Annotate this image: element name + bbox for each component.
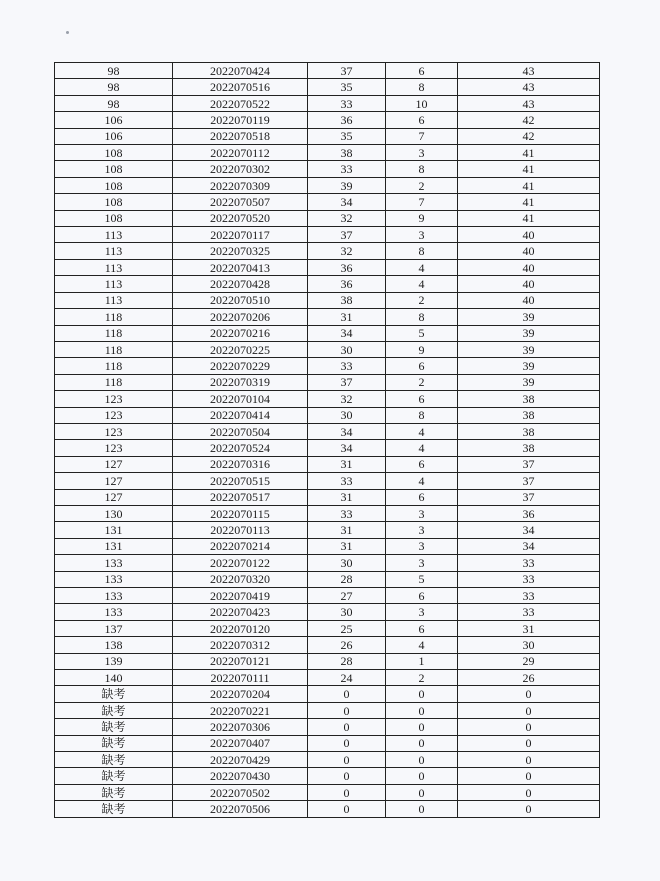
table-row: [55, 473, 600, 489]
exam-id-cell: 2022070306: [173, 719, 308, 735]
rank-cell: 133: [55, 588, 173, 604]
total-score-cell: 37: [458, 489, 600, 505]
rank-cell: 118: [55, 374, 173, 390]
exam-id-cell: 2022070413: [173, 259, 308, 275]
part-b-score-cell: 6: [386, 588, 458, 604]
rank-cell: 139: [55, 653, 173, 669]
total-score-cell: 36: [458, 505, 600, 521]
total-score-cell: 39: [458, 341, 600, 357]
exam-id-cell: 2022070520: [173, 210, 308, 226]
table-row: [55, 456, 600, 472]
part-a-score-cell: 33: [308, 505, 386, 521]
rank-cell: 108: [55, 210, 173, 226]
total-score-cell: 41: [458, 210, 600, 226]
rank-cell: 113: [55, 259, 173, 275]
part-b-score-cell: 0: [386, 735, 458, 751]
part-b-score-cell: 3: [386, 145, 458, 161]
part-a-score-cell: 36: [308, 112, 386, 128]
rank-cell: 缺考: [55, 768, 173, 784]
rank-cell: 133: [55, 604, 173, 620]
total-score-cell: 33: [458, 588, 600, 604]
table-row: [55, 407, 600, 423]
total-score-cell: 34: [458, 538, 600, 554]
part-a-score-cell: 28: [308, 653, 386, 669]
total-score-cell: 41: [458, 194, 600, 210]
part-b-score-cell: 3: [386, 604, 458, 620]
rank-cell: 118: [55, 341, 173, 357]
total-score-cell: 39: [458, 309, 600, 325]
rank-cell: 108: [55, 177, 173, 193]
part-a-score-cell: 25: [308, 620, 386, 636]
total-score-cell: 26: [458, 670, 600, 686]
part-a-score-cell: 30: [308, 407, 386, 423]
exam-id-cell: 2022070430: [173, 768, 308, 784]
part-a-score-cell: 31: [308, 489, 386, 505]
total-score-cell: 39: [458, 374, 600, 390]
exam-id-cell: 2022070504: [173, 423, 308, 439]
part-b-score-cell: 3: [386, 555, 458, 571]
part-a-score-cell: 0: [308, 784, 386, 800]
table-row: [55, 588, 600, 604]
rank-cell: 137: [55, 620, 173, 636]
score-table: [54, 62, 600, 818]
part-b-score-cell: 3: [386, 522, 458, 538]
table-row: [55, 177, 600, 193]
part-b-score-cell: 1: [386, 653, 458, 669]
part-b-score-cell: 0: [386, 801, 458, 817]
part-a-score-cell: 35: [308, 128, 386, 144]
rank-cell: 133: [55, 571, 173, 587]
part-b-score-cell: 6: [386, 620, 458, 636]
total-score-cell: 38: [458, 407, 600, 423]
part-b-score-cell: 4: [386, 637, 458, 653]
part-b-score-cell: 0: [386, 752, 458, 768]
rank-cell: 106: [55, 128, 173, 144]
table-row: [55, 276, 600, 292]
exam-id-cell: 2022070516: [173, 79, 308, 95]
rank-cell: 131: [55, 522, 173, 538]
total-score-cell: 42: [458, 112, 600, 128]
exam-id-cell: 2022070524: [173, 440, 308, 456]
part-a-score-cell: 32: [308, 391, 386, 407]
total-score-cell: 43: [458, 95, 600, 111]
part-a-score-cell: 27: [308, 588, 386, 604]
part-b-score-cell: 5: [386, 325, 458, 341]
rank-cell: 118: [55, 309, 173, 325]
exam-id-cell: 2022070414: [173, 407, 308, 423]
part-b-score-cell: 10: [386, 95, 458, 111]
table-row: [55, 325, 600, 341]
part-a-score-cell: 33: [308, 161, 386, 177]
rank-cell: 缺考: [55, 801, 173, 817]
total-score-cell: 0: [458, 719, 600, 735]
table-row: [55, 358, 600, 374]
total-score-cell: 41: [458, 161, 600, 177]
rank-cell: 113: [55, 276, 173, 292]
rank-cell: 118: [55, 358, 173, 374]
part-a-score-cell: 33: [308, 95, 386, 111]
total-score-cell: 40: [458, 292, 600, 308]
total-score-cell: 33: [458, 555, 600, 571]
part-a-score-cell: 0: [308, 686, 386, 702]
table-row: [55, 702, 600, 718]
exam-id-cell: 2022070518: [173, 128, 308, 144]
part-b-score-cell: 8: [386, 243, 458, 259]
exam-id-cell: 2022070214: [173, 538, 308, 554]
table-row: [55, 210, 600, 226]
table-row: [55, 604, 600, 620]
part-a-score-cell: 24: [308, 670, 386, 686]
part-b-score-cell: 4: [386, 440, 458, 456]
total-score-cell: 38: [458, 440, 600, 456]
rank-cell: 98: [55, 95, 173, 111]
part-a-score-cell: 37: [308, 374, 386, 390]
rank-cell: 缺考: [55, 686, 173, 702]
part-a-score-cell: 36: [308, 276, 386, 292]
part-b-score-cell: 6: [386, 391, 458, 407]
table-row: [55, 423, 600, 439]
rank-cell: 123: [55, 423, 173, 439]
part-b-score-cell: 8: [386, 309, 458, 325]
exam-id-cell: 2022070510: [173, 292, 308, 308]
total-score-cell: 0: [458, 702, 600, 718]
part-a-score-cell: 34: [308, 440, 386, 456]
table-row: [55, 341, 600, 357]
rank-cell: 98: [55, 79, 173, 95]
score-table-body: [55, 63, 600, 818]
table-row: [55, 161, 600, 177]
exam-id-cell: 2022070216: [173, 325, 308, 341]
part-a-score-cell: 28: [308, 571, 386, 587]
table-row: [55, 440, 600, 456]
part-a-score-cell: 31: [308, 522, 386, 538]
exam-id-cell: 2022070206: [173, 309, 308, 325]
table-row: [55, 768, 600, 784]
part-b-score-cell: 0: [386, 702, 458, 718]
part-a-score-cell: 38: [308, 145, 386, 161]
exam-id-cell: 2022070407: [173, 735, 308, 751]
part-a-score-cell: 0: [308, 702, 386, 718]
table-row: [55, 620, 600, 636]
table-row: [55, 79, 600, 95]
part-b-score-cell: 9: [386, 210, 458, 226]
rank-cell: 108: [55, 145, 173, 161]
exam-id-cell: 2022070117: [173, 227, 308, 243]
exam-id-cell: 2022070119: [173, 112, 308, 128]
exam-id-cell: 2022070424: [173, 63, 308, 79]
rank-cell: 108: [55, 161, 173, 177]
part-b-score-cell: 6: [386, 358, 458, 374]
exam-id-cell: 2022070316: [173, 456, 308, 472]
part-b-score-cell: 6: [386, 63, 458, 79]
rank-cell: 140: [55, 670, 173, 686]
total-score-cell: 40: [458, 276, 600, 292]
total-score-cell: 43: [458, 79, 600, 95]
rank-cell: 118: [55, 325, 173, 341]
total-score-cell: 38: [458, 423, 600, 439]
exam-id-cell: 2022070419: [173, 588, 308, 604]
table-row: [55, 145, 600, 161]
exam-id-cell: 2022070507: [173, 194, 308, 210]
part-a-score-cell: 34: [308, 423, 386, 439]
rank-cell: 缺考: [55, 752, 173, 768]
part-b-score-cell: 4: [386, 473, 458, 489]
part-a-score-cell: 36: [308, 259, 386, 275]
part-a-score-cell: 31: [308, 538, 386, 554]
total-score-cell: 40: [458, 259, 600, 275]
part-b-score-cell: 0: [386, 768, 458, 784]
part-b-score-cell: 6: [386, 112, 458, 128]
exam-id-cell: 2022070221: [173, 702, 308, 718]
rank-cell: 133: [55, 555, 173, 571]
exam-id-cell: 2022070121: [173, 653, 308, 669]
part-b-score-cell: 2: [386, 374, 458, 390]
exam-id-cell: 2022070229: [173, 358, 308, 374]
total-score-cell: 33: [458, 571, 600, 587]
table-row: [55, 522, 600, 538]
table-row: [55, 505, 600, 521]
table-row: [55, 686, 600, 702]
part-b-score-cell: 0: [386, 686, 458, 702]
part-a-score-cell: 33: [308, 473, 386, 489]
table-row: [55, 63, 600, 79]
rank-cell: 缺考: [55, 702, 173, 718]
part-a-score-cell: 37: [308, 63, 386, 79]
total-score-cell: 39: [458, 358, 600, 374]
rank-cell: 123: [55, 407, 173, 423]
total-score-cell: 0: [458, 801, 600, 817]
rank-cell: 123: [55, 391, 173, 407]
table-row: [55, 489, 600, 505]
total-score-cell: 0: [458, 686, 600, 702]
rank-cell: 131: [55, 538, 173, 554]
part-a-score-cell: 33: [308, 358, 386, 374]
rank-cell: 98: [55, 63, 173, 79]
exam-id-cell: 2022070309: [173, 177, 308, 193]
table-row: [55, 95, 600, 111]
part-a-score-cell: 30: [308, 555, 386, 571]
table-row: [55, 112, 600, 128]
total-score-cell: 40: [458, 227, 600, 243]
part-a-score-cell: 37: [308, 227, 386, 243]
exam-id-cell: 2022070122: [173, 555, 308, 571]
total-score-cell: 39: [458, 325, 600, 341]
table-row: [55, 309, 600, 325]
rank-cell: 106: [55, 112, 173, 128]
rank-cell: 127: [55, 489, 173, 505]
table-row: [55, 670, 600, 686]
rank-cell: 127: [55, 473, 173, 489]
table-row: [55, 637, 600, 653]
part-b-score-cell: 8: [386, 79, 458, 95]
exam-id-cell: 2022070428: [173, 276, 308, 292]
part-b-score-cell: 8: [386, 407, 458, 423]
part-b-score-cell: 0: [386, 784, 458, 800]
part-b-score-cell: 4: [386, 259, 458, 275]
exam-id-cell: 2022070517: [173, 489, 308, 505]
part-a-score-cell: 0: [308, 719, 386, 735]
part-a-score-cell: 30: [308, 341, 386, 357]
rank-cell: 113: [55, 243, 173, 259]
table-row: [55, 374, 600, 390]
exam-id-cell: 2022070302: [173, 161, 308, 177]
exam-id-cell: 2022070429: [173, 752, 308, 768]
part-b-score-cell: 6: [386, 456, 458, 472]
table-row: [55, 784, 600, 800]
total-score-cell: 38: [458, 391, 600, 407]
table-row: [55, 292, 600, 308]
part-b-score-cell: 4: [386, 423, 458, 439]
total-score-cell: 43: [458, 63, 600, 79]
rank-cell: 缺考: [55, 784, 173, 800]
total-score-cell: 31: [458, 620, 600, 636]
part-b-score-cell: 7: [386, 194, 458, 210]
total-score-cell: 30: [458, 637, 600, 653]
total-score-cell: 37: [458, 473, 600, 489]
table-row: [55, 735, 600, 751]
exam-id-cell: 2022070319: [173, 374, 308, 390]
rank-cell: 138: [55, 637, 173, 653]
part-a-score-cell: 31: [308, 456, 386, 472]
total-score-cell: 41: [458, 145, 600, 161]
part-a-score-cell: 0: [308, 768, 386, 784]
part-a-score-cell: 34: [308, 194, 386, 210]
table-row: [55, 128, 600, 144]
part-b-score-cell: 9: [386, 341, 458, 357]
part-b-score-cell: 2: [386, 292, 458, 308]
table-row: [55, 571, 600, 587]
part-a-score-cell: 30: [308, 604, 386, 620]
total-score-cell: 34: [458, 522, 600, 538]
part-a-score-cell: 39: [308, 177, 386, 193]
part-b-score-cell: 2: [386, 670, 458, 686]
part-a-score-cell: 38: [308, 292, 386, 308]
rank-cell: 130: [55, 505, 173, 521]
scan-speck: [66, 31, 69, 34]
table-row: [55, 194, 600, 210]
total-score-cell: 0: [458, 735, 600, 751]
part-a-score-cell: 32: [308, 243, 386, 259]
table-row: [55, 259, 600, 275]
total-score-cell: 40: [458, 243, 600, 259]
part-a-score-cell: 31: [308, 309, 386, 325]
part-b-score-cell: 2: [386, 177, 458, 193]
part-a-score-cell: 34: [308, 325, 386, 341]
total-score-cell: 0: [458, 752, 600, 768]
exam-id-cell: 2022070225: [173, 341, 308, 357]
part-a-score-cell: 0: [308, 752, 386, 768]
exam-id-cell: 2022070515: [173, 473, 308, 489]
rank-cell: 123: [55, 440, 173, 456]
part-a-score-cell: 35: [308, 79, 386, 95]
total-score-cell: 0: [458, 784, 600, 800]
table-row: [55, 243, 600, 259]
exam-id-cell: 2022070111: [173, 670, 308, 686]
exam-id-cell: 2022070112: [173, 145, 308, 161]
part-b-score-cell: 3: [386, 505, 458, 521]
exam-id-cell: 2022070320: [173, 571, 308, 587]
rank-cell: 108: [55, 194, 173, 210]
total-score-cell: 0: [458, 768, 600, 784]
table-row: [55, 391, 600, 407]
rank-cell: 113: [55, 227, 173, 243]
part-a-score-cell: 0: [308, 801, 386, 817]
table-row: [55, 801, 600, 817]
table-row: [55, 752, 600, 768]
part-b-score-cell: 4: [386, 276, 458, 292]
table-row: [55, 538, 600, 554]
total-score-cell: 33: [458, 604, 600, 620]
exam-id-cell: 2022070204: [173, 686, 308, 702]
part-a-score-cell: 26: [308, 637, 386, 653]
exam-id-cell: 2022070104: [173, 391, 308, 407]
part-b-score-cell: 0: [386, 719, 458, 735]
rank-cell: 127: [55, 456, 173, 472]
total-score-cell: 29: [458, 653, 600, 669]
exam-id-cell: 2022070325: [173, 243, 308, 259]
part-b-score-cell: 6: [386, 489, 458, 505]
exam-id-cell: 2022070506: [173, 801, 308, 817]
rank-cell: 缺考: [55, 719, 173, 735]
rank-cell: 113: [55, 292, 173, 308]
part-b-score-cell: 3: [386, 227, 458, 243]
exam-id-cell: 2022070502: [173, 784, 308, 800]
table-row: [55, 555, 600, 571]
part-b-score-cell: 8: [386, 161, 458, 177]
rank-cell: 缺考: [55, 735, 173, 751]
part-b-score-cell: 7: [386, 128, 458, 144]
total-score-cell: 42: [458, 128, 600, 144]
exam-id-cell: 2022070115: [173, 505, 308, 521]
part-b-score-cell: 5: [386, 571, 458, 587]
exam-id-cell: 2022070120: [173, 620, 308, 636]
exam-id-cell: 2022070522: [173, 95, 308, 111]
table-row: [55, 719, 600, 735]
part-a-score-cell: 0: [308, 735, 386, 751]
table-row: [55, 227, 600, 243]
exam-id-cell: 2022070423: [173, 604, 308, 620]
table-row: [55, 653, 600, 669]
total-score-cell: 37: [458, 456, 600, 472]
part-a-score-cell: 32: [308, 210, 386, 226]
exam-id-cell: 2022070312: [173, 637, 308, 653]
part-b-score-cell: 3: [386, 538, 458, 554]
exam-id-cell: 2022070113: [173, 522, 308, 538]
total-score-cell: 41: [458, 177, 600, 193]
